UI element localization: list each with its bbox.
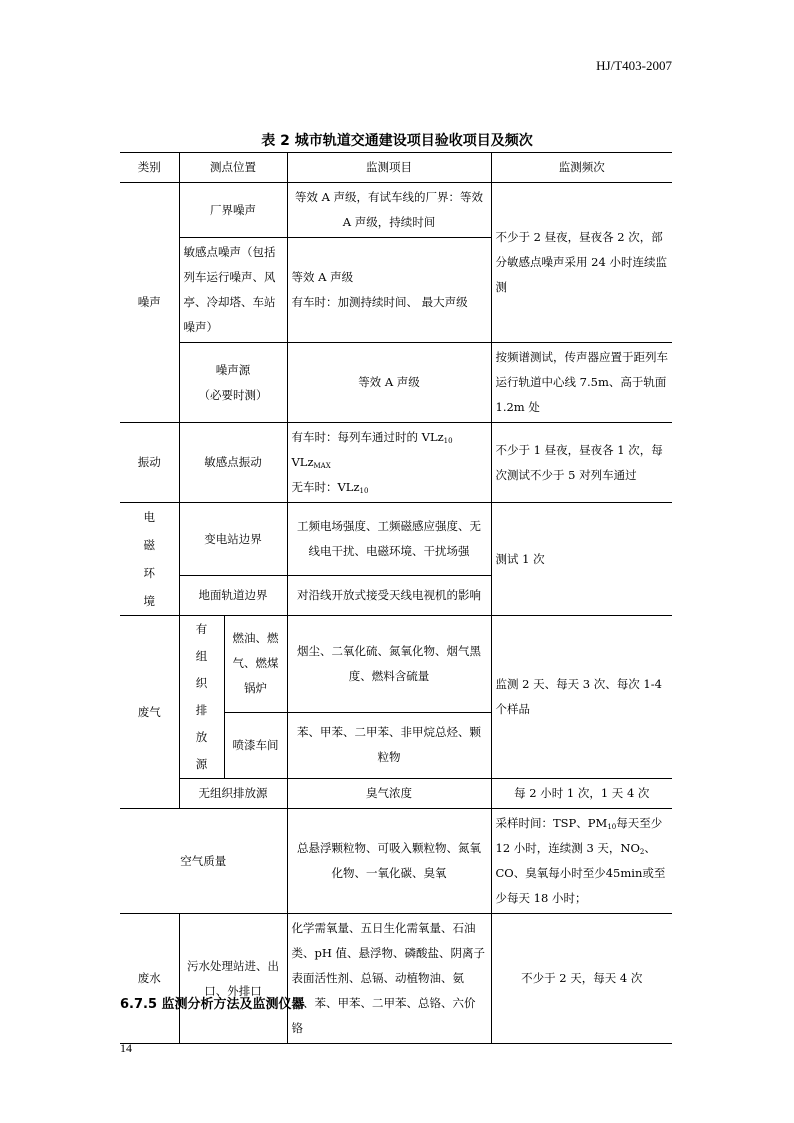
cell-item: 臭气浓度 <box>287 779 491 809</box>
cell-item: 等效 A 声级 <box>287 343 491 423</box>
header-frequency: 监测频次 <box>491 153 672 183</box>
cell-frequency: 不少于 2 天，每天 4 次 <box>491 914 672 1044</box>
table-row <box>120 343 672 423</box>
cell-frequency: 不少于 2 昼夜，昼夜各 2 次，部分敏感点噪声采用 24 小时连续监测 <box>491 183 672 343</box>
category-vibration: 振动 <box>120 423 179 503</box>
cell-item <box>287 238 491 343</box>
cell-item: 化学需氧量、五日生化需氧量、石油类、pH 值、悬浮物、磷酸盐、阴离子表面活性剂、总镉、动植物油、氨氮、苯、甲苯、二甲苯、总铬、六价铬 <box>287 914 491 1044</box>
cell-location: 敏感点振动 <box>179 423 287 503</box>
cell-item: 等效 A 声级，有试车线的厂界：等效 A 声级，持续时间 <box>287 183 491 238</box>
cell-frequency: 监测 2 天、每天 3 次、每次 1-4 个样品 <box>491 616 672 779</box>
table-row <box>120 183 672 238</box>
section-heading: 6.7.5 监测分析方法及监测仪器 <box>120 997 305 1012</box>
cell-item: 总悬浮颗粒物、可吸入颗粒物、氮氧化物、一氧化碳、臭氧 <box>287 809 491 914</box>
cell-location: 地面轨道边界 <box>179 576 287 616</box>
category-air-quality: 空气质量 <box>120 809 287 914</box>
cell-location <box>179 343 287 423</box>
cell-item-line: 有车时：加测持续时间、 最大声级 <box>291 295 468 309</box>
cell-frequency: 测试 1 次 <box>491 503 672 616</box>
cell-frequency: 按频谱测试，传声器应置于距列车运行轨道中心线 7.5m、高于轨面 1.2m 处 <box>491 343 672 423</box>
table-row <box>120 423 672 503</box>
cell-location: 污水处理站进、出口、外排口 <box>179 914 287 1044</box>
cell-item-line: 等效 A 声级 <box>291 270 354 284</box>
category-exhaust-gas: 废气 <box>120 616 179 809</box>
table-header-row <box>120 153 672 183</box>
cell-location: 厂界噪声 <box>179 183 287 238</box>
page-number: 14 <box>120 1041 132 1055</box>
table-row <box>120 809 672 914</box>
table-row <box>120 914 672 1044</box>
cell-item: 对沿线开放式接受天线电视机的影响 <box>287 576 491 616</box>
table-title: 表 2 城市轨道交通建设项目验收项目及频次 <box>261 133 533 149</box>
category-wastewater: 废水 <box>120 914 179 1044</box>
table-row <box>120 616 672 713</box>
category-noise: 噪声 <box>120 183 179 423</box>
cell-item: 烟尘、二氧化硫、氮氧化物、烟气黑度、燃料含硫量 <box>287 616 491 713</box>
organized-source-label: 有 组 织 排 放 源 <box>179 616 224 779</box>
cell-frequency: 采样时间：TSP、$PM_{10}$每天至少 12 小时，连续测 3 天，$NO_2$、CO、臭氧每小时至少45min或至少每天 18 小时； <box>491 809 672 914</box>
cell-location: 无组织排放源 <box>179 779 287 809</box>
header-category: 类别 <box>120 153 179 183</box>
cell-location: 喷漆车间 <box>224 712 287 778</box>
acceptance-items-table <box>120 152 672 1044</box>
cell-item-line: 无车时：VLz$_{10}$ <box>291 480 369 495</box>
cell-item-line: 有车时：每列车通过时的 VLz$_{10}$ VLz$_{MAX}$ <box>291 430 453 470</box>
header-item: 监测项目 <box>287 153 491 183</box>
category-electromagnetic: 电 磁 环 境 <box>120 503 179 616</box>
table-row <box>120 503 672 576</box>
table-row <box>120 779 672 809</box>
document-code: HJ/T403-2007 <box>596 58 672 73</box>
cell-location: 敏感点噪声（包括列车运行噪声、风亭、冷却塔、车站噪声） <box>179 238 287 343</box>
cell-frequency: 不少于 1 昼夜，昼夜各 1 次，每次测试不少于 5 对列车通过 <box>491 423 672 503</box>
cell-location-line: 噪声源 <box>215 362 251 377</box>
cell-location: 变电站边界 <box>179 503 287 576</box>
header-location: 测点位置 <box>179 153 287 183</box>
cell-item: 工频电场强度、工频磁感应强度、无线电干扰、电磁环境、干扰场强 <box>287 503 491 576</box>
cell-location: 燃油、燃气、燃煤锅炉 <box>224 616 287 713</box>
cell-item <box>287 423 491 503</box>
cell-location-line: （必要时测） <box>198 387 268 402</box>
cell-frequency: 每 2 小时 1 次，1 天 4 次 <box>491 779 672 809</box>
cell-item: 苯、甲苯、二甲苯、非甲烷总烃、颗粒物 <box>287 712 491 778</box>
